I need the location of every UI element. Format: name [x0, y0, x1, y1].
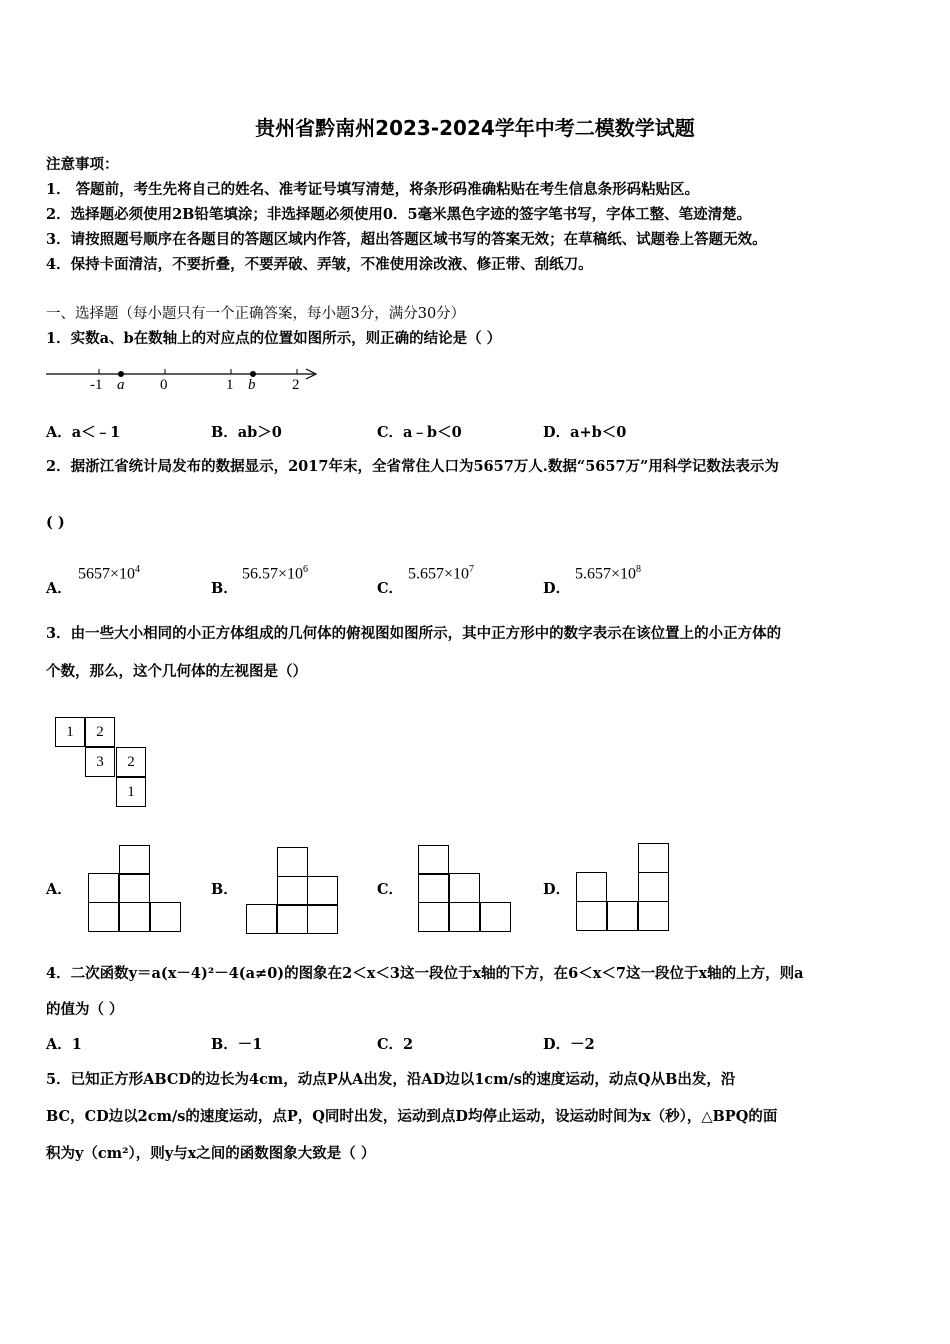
view-cell [576, 901, 607, 931]
grid-cell: 1 [116, 777, 146, 807]
question-1-text: 1．实数a、b在数轴上的对应点的位置如图所示，则正确的结论是（ ） [46, 330, 502, 347]
q2-option-a-letter: A． [46, 580, 72, 597]
section-heading: 一、选择题（每小题只有一个正确答案，每小题3分，满分30分） [46, 306, 466, 322]
view-cell [638, 872, 669, 902]
question-5-line2: BC，CD边以2cm/s的速度运动，点P，Q同时出发，运动到点D均停止运动，设运动时间为x（秒），△BPQ的面 [46, 1108, 778, 1125]
question-2-paren: ( ) [46, 514, 65, 531]
question-4-line1: 4．二次函数y＝a(x－4)²－4(a≠0)的图象在2＜x＜3这一段位于x轴的下方，在6＜x＜7这一段位于x轴的上方，则a [46, 965, 804, 982]
view-cell [119, 845, 150, 875]
q3-option-d-letter: D． [543, 881, 571, 898]
axis-label: -1 [90, 377, 103, 393]
notice-item: 1． 答题前，考生先将自己的姓名、准考证号填写清楚，将条形码准确粘贴在考生信息条形码粘贴区。 [46, 181, 700, 198]
question-5-line3: 积为y（cm²），则y与x之间的函数图象大致是（ ） [46, 1145, 376, 1162]
q1-option-d: D．a+b＜0 [543, 424, 627, 441]
q3-option-a-letter: A． [46, 881, 72, 898]
q2-option-c-value [408, 564, 474, 583]
view-cell [119, 873, 150, 903]
axis-label: 0 [160, 377, 168, 393]
grid-cell: 2 [116, 747, 146, 777]
q4-option-d: D．－2 [543, 1036, 595, 1053]
q3-option-c-letter: C． [377, 881, 404, 898]
number-line-figure [44, 364, 324, 396]
grid-cell: 2 [85, 717, 115, 747]
view-cell [150, 902, 181, 932]
view-cell [638, 843, 669, 873]
question-5-line1: 5．已知正方形ABCD的边长为4cm，动点P从A出发，沿AD边以1cm/s的速度运动，动点Q从B出发，沿 [46, 1071, 736, 1088]
notice-item: 3．请按照题号顺序在各题目的答题区域内作答，超出答题区域书写的答案无效；在草稿纸、试题卷上答题无效。 [46, 231, 767, 248]
q1-option-a: A．a＜﹣1 [46, 424, 121, 441]
view-cell [418, 845, 449, 875]
view-cell [480, 902, 511, 932]
question-3-line2: 个数，那么，这个几何体的左视图是（） [46, 663, 307, 680]
question-2-text: 2．据浙江省统计局发布的数据显示，2017年末，全省常住人口为5657万人.数据“5657万”用科学记数法表示为 [46, 458, 779, 475]
q2-option-d-value [575, 564, 641, 583]
q4-option-b: B．－1 [211, 1036, 263, 1053]
q4-option-a: A．1 [46, 1036, 82, 1053]
view-cell [307, 876, 338, 906]
q2-option-c-letter: C． [377, 580, 404, 597]
q2-option-b-letter: B． [211, 580, 238, 597]
axis-label: 2 [292, 377, 300, 393]
view-cell [418, 873, 449, 903]
view-cell [246, 904, 277, 934]
question-3-line1: 3．由一些大小相同的小正方体组成的几何体的俯视图如图所示，其中正方形中的数字表示在该位置上的小正方体的 [46, 625, 782, 642]
q1-option-b: B．ab＞0 [211, 424, 282, 441]
grid-cell: 3 [85, 747, 115, 777]
view-cell [638, 901, 669, 931]
notice-item: 4．保持卡面清洁，不要折叠，不要弄破、弄皱，不准使用涂改液、修正带、刮纸刀。 [46, 256, 593, 273]
q2-option-d-exponent: 8 [636, 564, 642, 575]
q4-option-c: C．2 [377, 1036, 414, 1053]
q2-option-a-base: 5657×10 [78, 565, 136, 583]
q2-option-b-exponent: 6 [303, 564, 309, 575]
q2-option-d-letter: D． [543, 580, 571, 597]
axis-label: a [117, 377, 125, 393]
q2-option-b-base: 56.57×10 [242, 565, 304, 583]
view-cell [277, 904, 308, 934]
view-cell [119, 902, 150, 932]
q2-option-a-value [78, 564, 140, 583]
view-cell [449, 902, 480, 932]
q2-option-d-base: 5.657×10 [575, 565, 637, 583]
view-cell [576, 872, 607, 902]
q2-option-c-base: 5.657×10 [408, 565, 470, 583]
q2-option-a-exponent: 4 [135, 564, 141, 575]
axis-label: 1 [226, 377, 234, 393]
notice-heading: 注意事项： [46, 156, 119, 173]
view-cell [418, 902, 449, 932]
view-cell [88, 902, 119, 932]
view-cell [449, 873, 480, 903]
q2-option-b-value [242, 564, 308, 583]
q1-option-c: C．a﹣b＜0 [377, 424, 462, 441]
view-cell [277, 847, 308, 877]
view-cell [607, 901, 638, 931]
view-cell [88, 873, 119, 903]
view-cell [307, 904, 338, 934]
view-cell [277, 876, 308, 906]
grid-cell: 1 [55, 717, 85, 747]
question-4-line2: 的值为（ ） [46, 1001, 124, 1018]
notice-item: 2．选择题必须使用2B铅笔填涂；非选择题必须使用0．5毫米黑色字迹的签字笔书写，字体工整、笔迹清楚。 [46, 206, 752, 223]
page-title: 贵州省黔南州2023-2024学年中考二模数学试题 [255, 116, 695, 140]
axis-label: b [248, 377, 256, 393]
q3-option-b-letter: B． [211, 881, 238, 898]
q2-option-c-exponent: 7 [469, 564, 475, 575]
